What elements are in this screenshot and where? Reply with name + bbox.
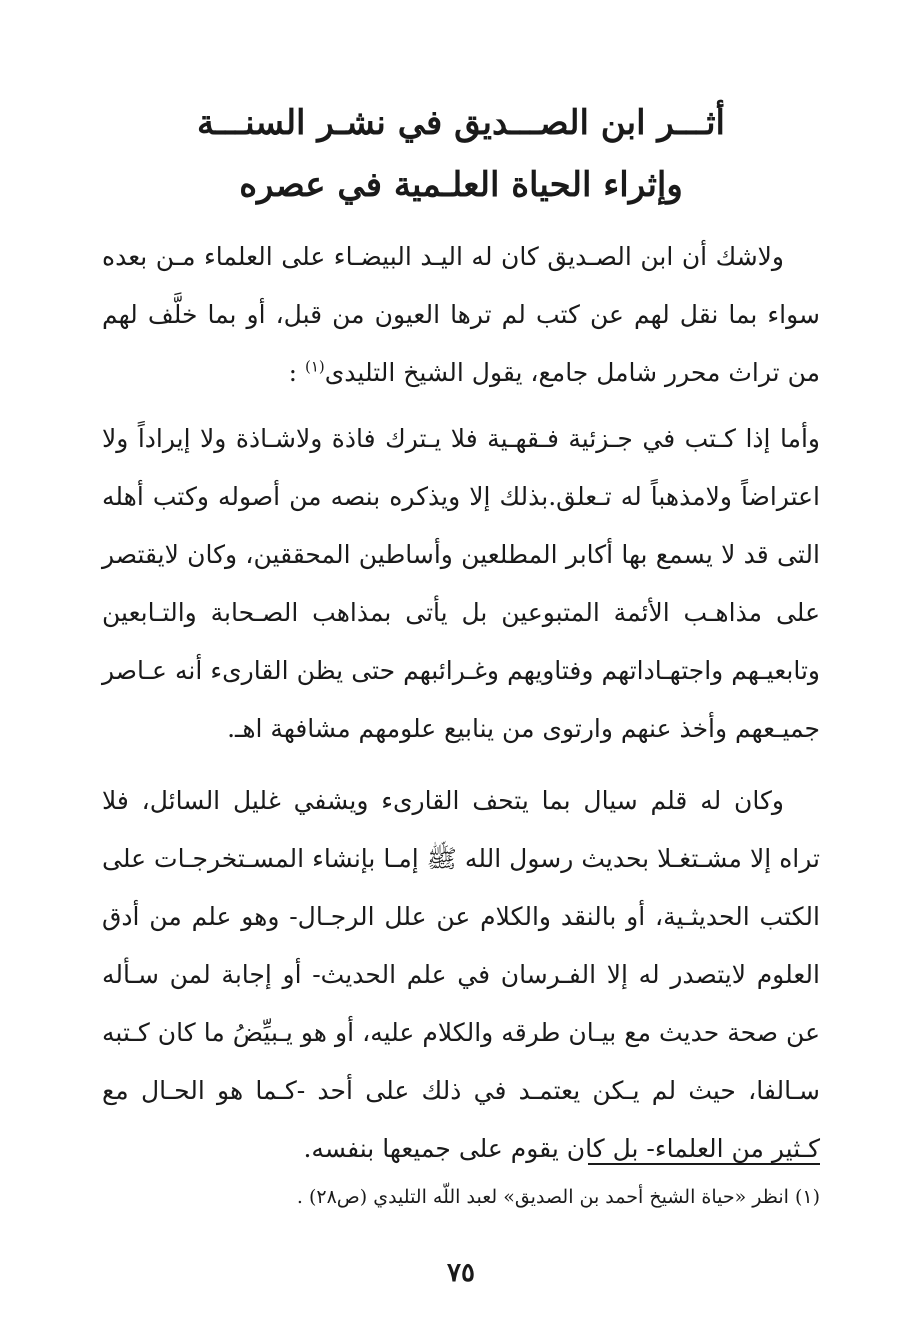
title-line-1: أثـــر ابن الصـــديق في نشـر السنـــة bbox=[197, 103, 725, 143]
paragraph-1-text: ولاشك أن ابن الصـديق كان له اليـد البيضـاء على العلماء مـن بعده سواء بما نقل لهم عن كتب لم ترها العيون من قبل، أو بما خلَّف لهم من تراث محرر شامل جامع، يقول الشيخ التليدى bbox=[102, 242, 820, 387]
title-line-2: وإثراء الحياة العلـمية في عصره bbox=[239, 165, 683, 205]
footnote-reference: (١) bbox=[304, 357, 325, 376]
chapter-title bbox=[100, 92, 822, 216]
paragraph-2-quote: وأما إذا كـتب في جـزئية فـقهـية فلا يـترك فاذة ولاشـاذة ولا إيراداً ولا اعتراضاً ولامذهباً له تـعلق.بذلك إلا ويذكره بنصه من أصوله وكتب أهله التى قد لا يسمع بها أكابر المطلعين وأساطين المحققين، وكان لايقتصر على مذاهـب الأئمة المتبوعين بل يأتى بمذاهب الصـحابة والتـابعين وتابعيـهم واجتهـاداتهم وفتاويهم وغـرائبهم حتى يظن القارىء أنه عـاصر جميـعهم وأخذ عنهم وارتوى من ينابيع علومهم مشافهة اهـ. bbox=[102, 424, 820, 743]
page-number: ٧٥ bbox=[447, 1258, 475, 1288]
body-text bbox=[102, 228, 820, 1178]
footnote-divider bbox=[588, 1163, 820, 1165]
footnote: (١) انظر «حياة الشيخ أحمد بن الصديق» لعبد اللّه التليدي (ص٢٨) . bbox=[296, 1186, 820, 1208]
paragraph-3: وكان له قلم سيال بما يتحف القارىء ويشفي غليل السائل، فلا تراه إلا مشـتغـلا بحديث رسول الله ﷺ إمـا بإنشاء المسـتخرجـات على الكتب الحديثـية، أو بالنقد والكلام عن علل الرجـال- وهو علم من أدق العلوم لايتصدر له إلا الفـرسان في علم الحديث- أو إجابة لمن سـأله عن صحة حديث مع بيـان طرقه والكلام عليه، أو هو يـبيِّضُ ما كان كـتبه سـالفا، حيث لم يـكن يعتمـد في ذلك على أحد -كـما هو الحـال مع كـثير من العلماء- بل كان يقوم على جميعها بنفسه. bbox=[102, 786, 820, 1163]
paragraph-1-tail: : bbox=[288, 358, 305, 387]
paragraph-1 bbox=[102, 228, 820, 402]
